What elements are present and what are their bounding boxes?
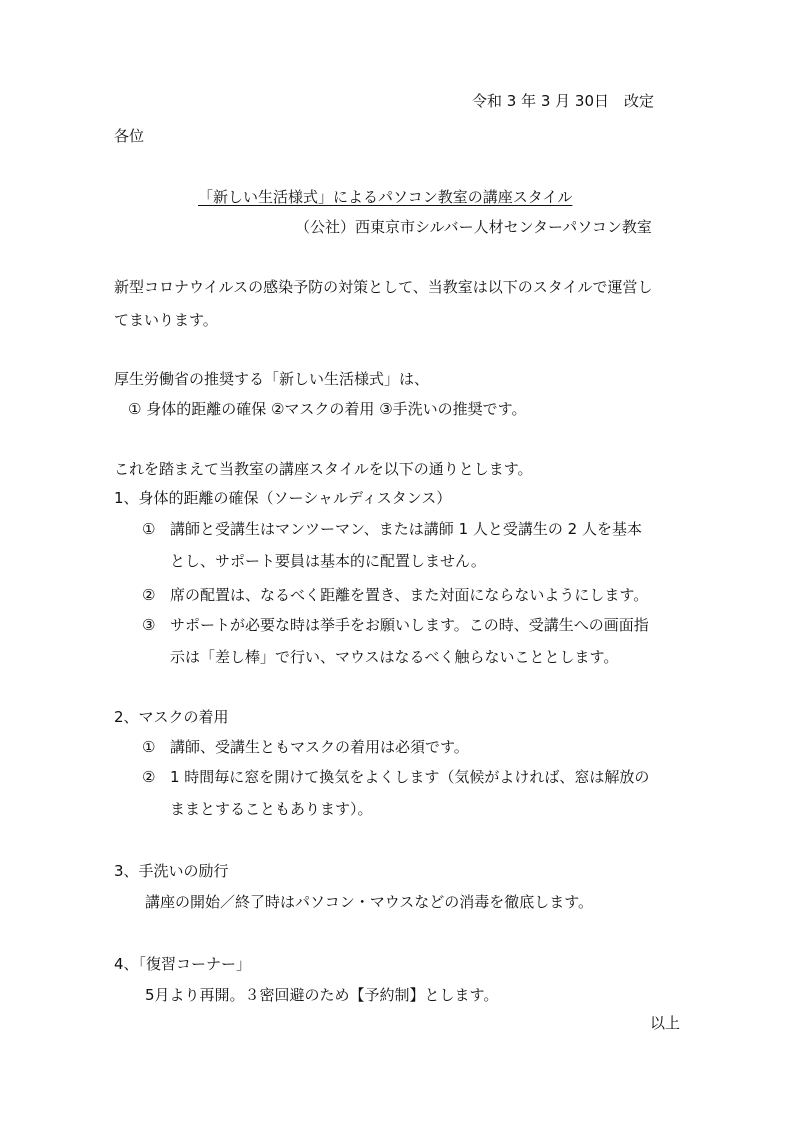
section-4-heading: 4、「復習コーナー」 [114,955,252,973]
section-3-text: 講座の開始／終了時はパソコン・マウスなどの消毒を徹底します。 [145,893,594,911]
addressee: 各位 [114,127,145,145]
section-1-item-2-line-1: 席の配置は、なるべく距離を置き、また対面にならないようにします。 [170,586,649,604]
section-1-item-1-line-1: 講師と受講生はマンツーマン、または講師 1 人と受講生の 2 人を基本 [170,520,642,538]
section-1-item-1-line-2: とし、サポート要員は基本的に配置しません。 [170,552,486,570]
section-4-text: 5月より再開。３密回避のため【予約制】とします。 [145,986,499,1004]
section-2-item-1-line-1: 講師、受講生ともマスクの着用は必須です。 [170,738,469,756]
lead-text: これを踏まえて当教室の講座スタイルを以下の通りとします。 [114,460,533,478]
item-number: ① [142,738,156,756]
item-number: ① [142,520,156,538]
section-3-heading: 3、手洗いの励行 [114,862,229,880]
recommend-line-1: 厚生労働省の推奨する「新しい生活様式」は、 [114,370,430,388]
section-1-item-3-line-2: 示は「差し棒」で行い、マウスはなるべく触らないこととします。 [170,648,619,666]
closing-mark: 以上 [650,1014,681,1032]
item-number: ③ [142,616,156,634]
item-number: ② [142,586,156,604]
intro-line-2: てまいります。 [114,311,218,329]
intro-line-1: 新型コロナウイルスの感染予防の対策として、当教室は以下のスタイルで運営し [114,278,653,296]
organization-name: （公社）西東京市シルバー人材センターパソコン教室 [295,218,652,236]
document-date: 令和 3 年 3 月 30日 改定 [472,92,655,110]
item-number: ② [142,768,156,786]
section-1-heading: 1、身体的距離の確保（ソーシャルディスタンス） [114,489,452,507]
section-2-heading: 2、マスクの着用 [114,708,229,726]
recommend-line-2: ① 身体的距離の確保 ②マスクの着用 ③手洗いの推奨です。 [128,400,527,418]
section-1-item-3-line-1: サポートが必要な時は挙手をお願いします。この時、受講生への画面指 [170,616,649,634]
document-title: 「新しい生活様式」によるパソコン教室の講座スタイル [198,188,573,206]
section-2-item-2-line-2: ままとすることもあります）。 [170,800,373,818]
section-2-item-2-line-1: 1 時間毎に窓を開けて換気をよくします（気候がよければ、窓は解放の [170,768,650,786]
